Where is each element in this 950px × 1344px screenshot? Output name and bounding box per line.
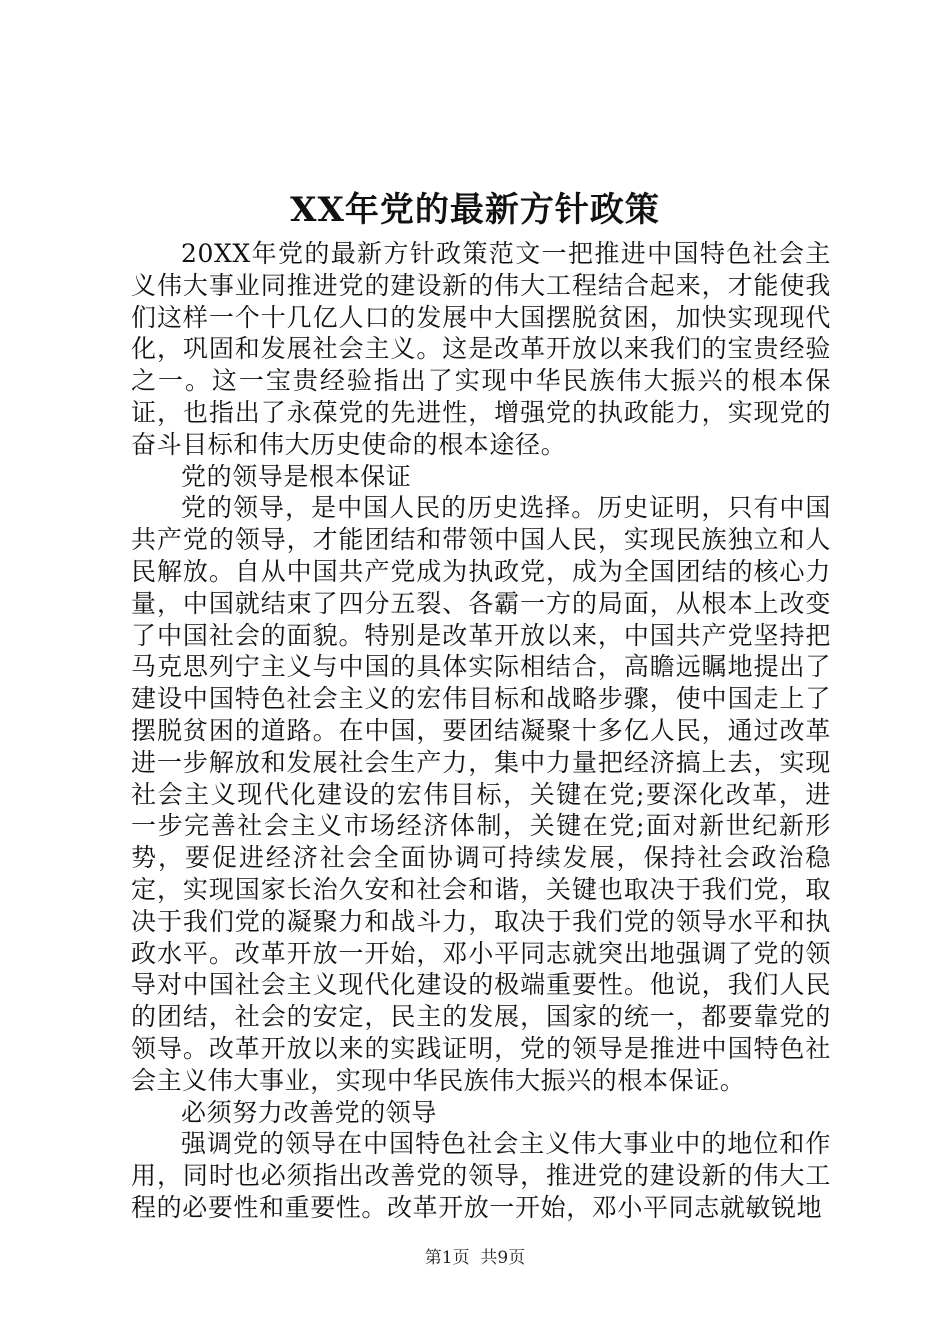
page-footer <box>0 1246 950 1270</box>
paragraph-leadership: 党的领导，是中国人民的历史选择。历史证明，只有中国共产党的领导，才能团结和带领中国人民，实现民族独立和人民解放。自从中国共产党成为执政党，成为全国团结的核心力量，中国就结束了四分五裂、各霸一方的局面，从根本上改变了中国社会的面貌。特别是改革开放以来，中国共产党坚持把马克思列宁主义与中国的具体实际相结合，高瞻远瞩地提出了建设中国特色社会主义的宏伟目标和战略步骤，使中国走上了摆脱贫困的道路。在中国，要团结凝聚十多亿人民，通过改革进一步解放和发展社会生产力，集中力量把经济搞上去，实现社会主义现代化建设的宏伟目标，关键在党;要深化改革，进一步完善社会主义市场经济体制，关键在党;面对新世纪新形势，要促进经济社会全面协调可持续发展，保持社会政治稳定，实现国家长治久安和社会和谐，关键也取决于我们党，取决于我们党的凝聚力和战斗力，取决于我们党的领导水平和执政水平。改革开放一开始，邓小平同志就突出地强调了党的领导对中国社会主义现代化建设的极端重要性。他说，我们人民的团结，社会的安定，民主的发展，国家的统一，都要靠党的领导。改革开放以来的实践证明，党的领导是推进中国特色社会主义伟大事业，实现中华民族伟大振兴的根本保证。 <box>131 493 831 1095</box>
page-total: 共9页 <box>480 1248 526 1268</box>
section-heading-improve: 必须努力改善党的领导 <box>181 1097 438 1127</box>
paragraph-improve: 强调党的领导在中国特色社会主义伟大事业中的地位和作用，同时也必须指出改善党的领导，推进党的建设新的伟大工程的必要性和重要性。改革开放一开始，邓小平同志就敏锐地 <box>131 1129 831 1222</box>
page-number: 第1页 <box>424 1248 470 1268</box>
document-body <box>131 238 831 1224</box>
document-title: XX年党的最新方针政策 <box>290 190 660 230</box>
section-heading-leadership: 党的领导是根本保证 <box>181 461 412 491</box>
paragraph-intro: 20XX年党的最新方针政策范文一把推进中国特色社会主义伟大事业同推进党的建设新的伟大工程结合起来，才能使我们这样一个十几亿人口的发展中大国摆脱贫困，加快实现现代化，巩固和发展社会主义。这是改革开放以来我们的宝贵经验之一。这一宝贵经验指出了实现中华民族伟大振兴的根本保证，也指出了永葆党的先进性，增强党的执政能力，实现党的奋斗目标和伟大历史使命的根本途径。 <box>131 239 831 459</box>
